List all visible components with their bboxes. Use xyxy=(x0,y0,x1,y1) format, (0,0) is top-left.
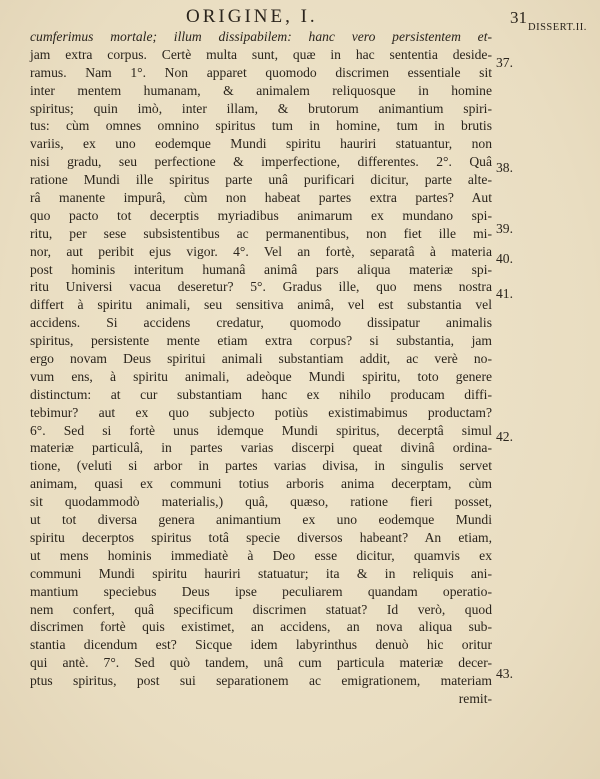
text-line: spiritus, persistente mente etiam extra corpus? si substantia, jam xyxy=(30,333,492,349)
text-line: differt à spiritu animali, seu sensitiva animâ, vel est substantia vel xyxy=(30,297,492,313)
text-line: vum ens, à spiritu animali, adeòque Mundi spiritu, toto genere xyxy=(30,368,492,384)
text-line: ritu, per sese subsistentibus ac permanentibus, non fiet ille mi- xyxy=(30,225,492,241)
text-line: post hominis interitum humanâ animâ pars aliqua materiæ spi- xyxy=(30,261,492,277)
text-line: tus: cùm omnes omnino spiritus tum in homine, tum in brutis xyxy=(30,118,492,134)
text-line: communi Mundi spiritu hauriri statuatur; ita & in reliquis ani- xyxy=(30,565,492,581)
text-line: variis, ex uno eodemque Mundi spiritu hauriri statuantur, non xyxy=(30,136,492,152)
dissertation-label: DISSERT.II. xyxy=(528,22,587,33)
text-line: jam extra corpus. Certè multa sunt, quæ in hac sententia deside- xyxy=(30,46,492,62)
text-line: mantium speciebus Deus ipse peculiarem quandam operatio- xyxy=(30,583,492,599)
margin-number: 37. xyxy=(496,55,513,70)
text-line: 6°. Sed si fortè unus idemque Mundi spiritus, decerptâ simul xyxy=(30,422,492,438)
margin-number: 40. xyxy=(496,251,513,266)
text-line: ut tot diversa genera animantium ex uno eodemque Mundi xyxy=(30,512,492,528)
margin-number: 43. xyxy=(496,666,513,681)
text-line: spiritu decerptos spiritus totâ specie diversos habeant? An etiam, xyxy=(30,529,492,545)
margin-number: 38. xyxy=(496,160,513,175)
text-line: ramus. Nam 1°. Non apparet quomodo discrimen essentiale sit xyxy=(30,64,492,80)
text-line: ptus spiritus, post sui separationem ac emigrationem, materiam xyxy=(30,673,492,689)
text-line: accidens. Si accidens credatur, quomodo dissipatur animalis xyxy=(30,315,492,331)
text-line: materiæ particulâ, in partes varias discerpi queat divinâ ordina- xyxy=(30,440,492,456)
text-line: distinctum: at cur substantiam hanc ex nihilo producam diffi- xyxy=(30,386,492,402)
text-line: qui antè. 7°. Sed quò tandem, unâ cum particula materiæ decer- xyxy=(30,655,492,671)
text-line: spiritus; quin imò, inter illam, & brutorum animantium spiri- xyxy=(30,100,492,116)
text-line: nisi gradu, seu perfectione & imperfectione, differentes. 2°. Quâ xyxy=(30,154,492,170)
text-line: nem confert, quâ specificum discrimen statuat? Id verò, quod xyxy=(30,601,492,617)
margin-number: 42. xyxy=(496,429,513,444)
page-number: 31 xyxy=(510,8,527,27)
text-line: discrimen fortè quis existimet, an accidens, an nova aliqua sub- xyxy=(30,619,492,635)
text-line: tione, (veluti si arbor in partes varias divisa, in singulis servet xyxy=(30,458,492,474)
body-text xyxy=(30,28,492,708)
text-line: inter mentem humanam, & animalem reliquosque in homine xyxy=(30,82,492,98)
text-line: ritu Universi vacua deseretur? 5°. Gradus ille, quo mens nostra xyxy=(30,279,492,295)
text-line: ut mens hominis immediatè à Deo esse dicitur, quamvis ex xyxy=(30,547,492,563)
running-head: ORIGINE, I. xyxy=(186,6,318,27)
text-line: cumferimus mortale; illum dissipabilem: hanc vero persistentem et- xyxy=(30,29,492,44)
text-line: stantia dicendum est? Sicque idem labyrinthus denuò hic oritur xyxy=(30,637,492,653)
text-line: sit quodammodò materialis,) quâ, quæso, ratione fieri posset, xyxy=(30,494,492,510)
text-line: nor, aut peribit ejus vigor. 4°. Vel an fortè, separatâ à materia xyxy=(30,243,492,259)
text-line: ergo novam Deus spiritui animali substantiam addit, ac verè no- xyxy=(30,351,492,367)
page-header xyxy=(0,6,600,33)
text-line: tebimur? aut ex quo subjecto potiùs existimabimus productam? xyxy=(30,404,492,420)
text-line: ratione Mundi ille spiritus parte unâ purificari dicitur, parte alte- xyxy=(30,172,492,188)
margin-number: 39. xyxy=(496,221,513,236)
catchword: remit- xyxy=(458,690,492,706)
text-line: animam, quasi ex communi totius arboris anima decerptam, cùm xyxy=(30,476,492,492)
text-line: râ manente impurâ, cùm non habeat partes extra partes? Aut xyxy=(30,190,492,206)
text-line: quo pacto tot decerptis myriadibus animarum ex mundano spi- xyxy=(30,207,492,223)
margin-number: 41. xyxy=(496,286,513,301)
